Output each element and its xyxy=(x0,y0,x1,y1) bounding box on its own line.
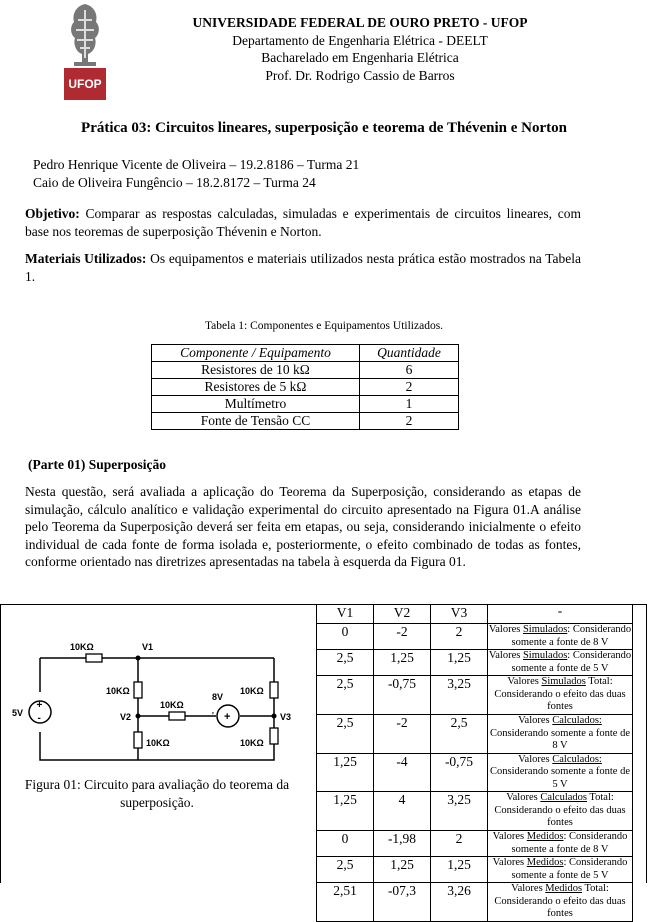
label-r-left: 10KΩ xyxy=(106,686,130,696)
crest-icon xyxy=(64,0,106,68)
desc-key: Calculados xyxy=(540,792,587,803)
table1-caption: Tabela 1: Componentes e Equipamentos Utilizados. xyxy=(204,320,444,332)
label-r-br: 10KΩ xyxy=(240,738,264,748)
cell-v3: 2 xyxy=(431,624,488,650)
cell-v2: 1,25 xyxy=(374,650,431,676)
cell-component: Resistores de 10 kΩ xyxy=(152,362,360,379)
page-title: Prática 03: Circuitos lineares, superposição e teorema de Thévenin e Norton xyxy=(81,120,567,136)
desc-suffix: : Considerando somente a fonte de 5 V xyxy=(511,857,628,881)
cell-v2: -1,98 xyxy=(374,831,431,857)
table-row xyxy=(317,857,633,883)
desc-suffix: Considerando somente a fonte de 8 V xyxy=(490,727,630,751)
cell-component: Multímetro xyxy=(152,396,360,413)
table-row xyxy=(317,650,633,676)
desc-prefix: Valores xyxy=(507,676,542,687)
desc-key: Simulados xyxy=(541,676,586,687)
desc-key: Medidos xyxy=(526,831,564,842)
cell-v2: -2 xyxy=(374,624,431,650)
objective-label: Objetivo: xyxy=(25,206,80,221)
section-heading: (Parte 01) Superposição xyxy=(28,457,166,472)
materials-text: Os equipamentos e materiais utilizados nesta prática estão mostrados na Tabela 1. xyxy=(25,251,581,284)
cell-v3: 2 xyxy=(431,831,488,857)
cell-v2: -07,3 xyxy=(374,883,431,922)
desc-key: Simulados xyxy=(522,650,568,661)
cell-quantity: 2 xyxy=(360,379,459,396)
cell-description xyxy=(488,857,633,883)
desc-prefix: Valores xyxy=(488,650,523,661)
cell-v2: -2 xyxy=(374,715,431,754)
cell-v1: 2,5 xyxy=(317,676,374,715)
desc-prefix: Valores xyxy=(488,624,523,635)
cell-v3: 3,26 xyxy=(431,883,488,922)
header-v1: V1 xyxy=(317,605,374,624)
svg-text:': ' xyxy=(212,711,214,720)
desc-suffix: : Considerando somente a fonte de 8 V xyxy=(511,624,632,648)
desc-suffix: Total: Considerando o efeito das duas fontes xyxy=(494,792,626,828)
department-name: Departamento de Engenharia Elétrica - DEELT xyxy=(232,32,488,48)
cell-description xyxy=(488,883,633,922)
cell-component: Fonte de Tensão CC xyxy=(152,413,360,430)
table-row xyxy=(317,753,633,792)
ufop-logo xyxy=(64,0,106,100)
cell-description xyxy=(488,624,633,650)
cell-v3: 3,25 xyxy=(431,792,488,831)
course-name: Bacharelado em Engenharia Elétrica xyxy=(261,50,459,65)
desc-key: Calculados: xyxy=(552,753,602,765)
header-desc: - xyxy=(488,605,633,624)
desc-suffix: : Considerando somente a fonte de 5 V xyxy=(511,650,632,674)
table-row xyxy=(152,396,459,413)
header-component: Componente / Equipamento xyxy=(152,345,360,362)
cell-v2: -0,75 xyxy=(374,676,431,715)
cell-v1: 1,25 xyxy=(317,753,374,792)
logo-label: UFOP xyxy=(64,68,106,100)
cell-v1: 1,25 xyxy=(317,792,374,831)
desc-prefix: Valores xyxy=(506,792,541,803)
desc-suffix: Total: Considerando o efeito das duas fontes xyxy=(494,883,626,919)
table-row xyxy=(317,831,633,857)
label-v2: V2 xyxy=(120,712,132,722)
table-row xyxy=(152,379,459,396)
table-header-row xyxy=(152,345,459,362)
authors xyxy=(33,156,359,192)
desc-suffix: Total: Considerando o efeito das duas fontes xyxy=(494,676,626,712)
desc-key: Calculados: xyxy=(552,715,602,726)
table-row xyxy=(317,624,633,650)
cell-v1: 2,51 xyxy=(317,883,374,922)
university-name: UNIVERSIDADE FEDERAL DE OURO PRETO - UFOP xyxy=(192,15,528,30)
desc-suffix: Considerando somente a fonte de 5 V xyxy=(490,766,630,790)
cell-v2: 4 xyxy=(374,792,431,831)
cell-v3: -0,75 xyxy=(431,753,488,792)
results-table xyxy=(316,604,633,922)
cell-description xyxy=(488,792,633,831)
circuit-diagram xyxy=(6,628,302,762)
cell-v1: 2,5 xyxy=(317,715,374,754)
desc-prefix: Valores xyxy=(518,715,553,726)
cell-description xyxy=(488,715,633,754)
materials-paragraph xyxy=(25,250,581,285)
cell-v1: 0 xyxy=(317,624,374,650)
table-row xyxy=(317,883,633,922)
label-v1: V1 xyxy=(142,642,154,652)
label-5v: 5V xyxy=(12,708,24,718)
table-row xyxy=(317,792,633,831)
cell-quantity: 6 xyxy=(360,362,459,379)
table-row xyxy=(317,676,633,715)
header-v2: V2 xyxy=(374,605,431,624)
cell-quantity: 2 xyxy=(360,413,459,430)
author-2: Caio de Oliveira Fungêncio – 18.2.8172 – Turma 24 xyxy=(33,175,316,190)
label-v3: V3 xyxy=(280,712,292,722)
svg-text:+: + xyxy=(36,700,43,711)
label-r-right: 10KΩ xyxy=(240,686,264,696)
cell-component: Resistores de 5 kΩ xyxy=(152,379,360,396)
label-r-top: 10KΩ xyxy=(70,642,94,652)
figure-caption: Figura 01: Circuito para avaliação do teorema da superposição. xyxy=(24,777,290,810)
cell-v1: 2,5 xyxy=(317,650,374,676)
materials-label: Materiais Utilizados: xyxy=(25,251,147,266)
cell-description xyxy=(488,676,633,715)
objective-paragraph xyxy=(25,205,581,240)
professor-name: Prof. Dr. Rodrigo Cassio de Barros xyxy=(265,67,455,83)
cell-description xyxy=(488,831,633,857)
cell-v3: 1,25 xyxy=(431,650,488,676)
table-row xyxy=(152,362,459,379)
label-8v: 8V xyxy=(212,692,224,702)
desc-prefix: Valores xyxy=(492,857,527,868)
cell-description xyxy=(488,650,633,676)
cell-v2: -4 xyxy=(374,753,431,792)
cell-v1: 0 xyxy=(317,831,374,857)
cell-v3: 2,5 xyxy=(431,715,488,754)
objective-text: Comparar as respostas calculadas, simuladas e experimentais de circuitos lineares, com base nos teoremas de superposição Thévenin e Norton. xyxy=(25,206,581,239)
results-header-row xyxy=(317,605,633,624)
part1-paragraph: Nesta questão, será avaliada a aplicação do Teorema da Superposição, considerando as etapas de simulação, cálculo analítico e validação experimental do circuito apresentado na Figura 01.A análise pelo Teorema da Superposição deverá ser feita em etapas, ou seja, considerando inicialmente o efeito individual de cada fonte de forma isolada e, posteriormente, o efeito combinado de todas as fontes, conforme orientado nas diretrizes apresentadas na tabela à esquerda da Figura 01. xyxy=(25,484,581,569)
cell-v3: 3,25 xyxy=(431,676,488,715)
svg-text:-: - xyxy=(37,713,41,724)
desc-prefix: Valores xyxy=(511,883,546,894)
author-1: Pedro Henrique Vicente de Oliveira – 19.2.8186 – Turma 21 xyxy=(33,157,360,172)
desc-prefix: Valores xyxy=(518,753,553,765)
cell-quantity: 1 xyxy=(360,396,459,413)
cell-v1: 2,5 xyxy=(317,857,374,883)
cell-v2: 1,25 xyxy=(374,857,431,883)
cell-v3: 1,25 xyxy=(431,857,488,883)
desc-suffix: : Considerando somente a fonte de 8 V xyxy=(511,831,628,855)
table-row xyxy=(317,715,633,754)
table-row xyxy=(152,413,459,430)
svg-text:+: + xyxy=(224,711,231,723)
label-r-mid: 10KΩ xyxy=(160,700,184,710)
label-r-bl: 10KΩ xyxy=(146,738,170,748)
desc-prefix: Valores xyxy=(492,831,527,842)
desc-key: Medidos xyxy=(526,857,564,868)
header-quantity: Quantidade xyxy=(360,345,459,362)
desc-key: Medidos xyxy=(545,883,583,894)
desc-key: Simulados xyxy=(522,624,568,635)
header-v3: V3 xyxy=(431,605,488,624)
cell-description xyxy=(488,753,633,792)
header xyxy=(160,14,560,84)
materials-table xyxy=(151,344,459,430)
